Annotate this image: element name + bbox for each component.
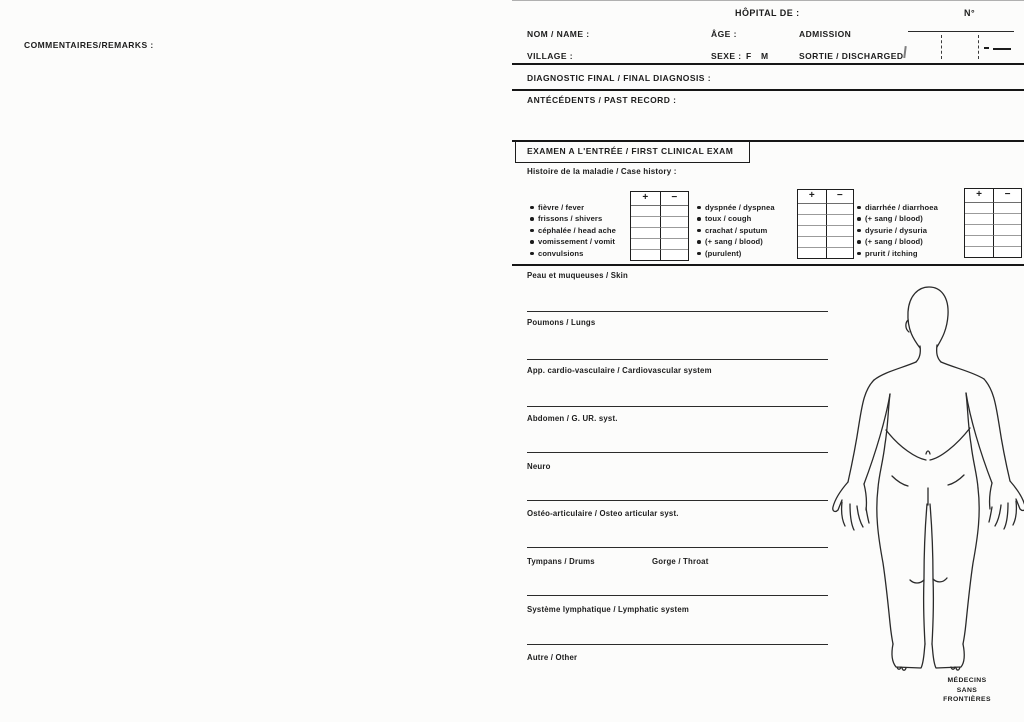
symptom-label: fièvre / fever <box>538 203 585 212</box>
symptom-item <box>857 213 938 224</box>
date-grid-left-tick <box>903 46 906 58</box>
checkbox-table-digestive <box>964 188 1022 258</box>
bullet-icon <box>530 252 534 256</box>
separator-line-4 <box>512 264 1024 266</box>
check-cell[interactable] <box>826 247 854 258</box>
symptom-group-digestive <box>857 202 938 259</box>
body-outline-figure <box>828 278 1024 682</box>
symptom-label: (+ sang / blood) <box>705 237 763 247</box>
check-cell[interactable] <box>660 216 689 227</box>
msf-logo-line3: FRONTIÈRES <box>943 696 991 703</box>
check-cell[interactable] <box>993 202 1021 213</box>
symptom-label: diarrhée / diarrhoea <box>865 203 938 212</box>
check-cell[interactable] <box>660 227 689 238</box>
section-neuro-label: Neuro <box>527 462 551 471</box>
separator-line-2 <box>512 89 1024 91</box>
section-drums-throat-rule <box>527 595 828 596</box>
msf-logo-line2: SANS <box>956 686 978 694</box>
date-grid-divider-1 <box>941 35 942 59</box>
age-label: ÂGE : <box>711 29 737 39</box>
check-cell[interactable] <box>965 246 993 257</box>
check-cell[interactable] <box>826 236 854 247</box>
symptom-item <box>697 213 775 224</box>
checkbox-table-respiratory <box>797 189 854 259</box>
bullet-icon <box>530 206 534 210</box>
section-abdomen-label: Abdomen / G. UR. syst. <box>527 414 618 423</box>
check-cell[interactable] <box>965 202 993 213</box>
sex-option-female[interactable]: F <box>746 51 752 61</box>
plus-header: + <box>808 190 815 201</box>
symptom-label: prurit / itching <box>865 248 918 258</box>
symptom-label: (purulent) <box>705 248 742 258</box>
admission-label: ADMISSION <box>799 29 852 39</box>
section-lungs-label: Poumons / Lungs <box>527 318 596 327</box>
check-cell[interactable] <box>798 225 826 236</box>
symptom-item <box>530 236 616 247</box>
date-dash-short <box>984 47 989 49</box>
case-history-label: Histoire de la maladie / Case history : <box>527 167 677 176</box>
bullet-icon <box>530 229 534 233</box>
check-cell[interactable] <box>660 238 689 249</box>
check-cell[interactable] <box>993 235 1021 246</box>
section-lymphatic-label: Système lymphatique / Lymphatic system <box>527 605 690 614</box>
check-cell[interactable] <box>631 216 660 227</box>
discharge-label: SORTIE / DISCHARGED <box>799 51 904 61</box>
symptom-label: vomissement / vomit <box>538 237 616 247</box>
symptom-label: céphalée / head ache <box>538 225 616 235</box>
symptom-item <box>697 248 775 259</box>
separator-line-1 <box>512 63 1024 65</box>
check-cell[interactable] <box>798 247 826 258</box>
date-dash-long <box>993 48 1011 50</box>
section-cardiovascular-label: App. cardio-vasculaire / Cardiovascular system <box>527 366 712 375</box>
symptom-item <box>697 225 775 236</box>
section-osteo-label: Ostéo-articulaire / Osteo articular syst. <box>527 509 679 518</box>
check-cell[interactable] <box>660 249 689 260</box>
symptom-label: toux / cough <box>705 214 752 224</box>
symptom-label: dyspnée / dyspnea <box>705 203 775 212</box>
sex-option-male[interactable]: M <box>761 51 769 61</box>
bullet-icon <box>857 229 861 233</box>
bullet-icon <box>697 240 701 244</box>
check-cell[interactable] <box>965 224 993 235</box>
check-cell[interactable] <box>965 235 993 246</box>
symptom-item <box>530 225 616 236</box>
check-cell[interactable] <box>826 203 854 214</box>
section-neuro-rule <box>527 500 828 501</box>
section-lungs-rule <box>527 359 828 360</box>
symptom-label: convulsions <box>538 248 584 258</box>
symptom-item <box>857 236 938 247</box>
check-cell[interactable] <box>660 205 689 216</box>
symptom-label: frissons / shivers <box>538 214 603 224</box>
exam-title: EXAMEN A L'ENTRÉE / FIRST CLINICAL EXAM <box>527 146 734 156</box>
check-cell[interactable] <box>993 224 1021 235</box>
check-cell[interactable] <box>798 236 826 247</box>
msf-logo-line1: MÉDECINS <box>947 677 987 684</box>
bullet-icon <box>857 252 861 256</box>
check-cell[interactable] <box>798 214 826 225</box>
bullet-icon <box>697 217 701 221</box>
bullet-icon <box>697 229 701 233</box>
symptom-label: dysurie / dysuria <box>865 225 928 235</box>
symptom-item <box>697 202 775 213</box>
check-cell[interactable] <box>993 246 1021 257</box>
symptom-label: crachat / sputum <box>705 225 768 235</box>
check-cell[interactable] <box>826 214 854 225</box>
final-diagnosis-label: DIAGNOSTIC FINAL / FINAL DIAGNOSIS : <box>527 73 712 83</box>
bullet-icon <box>697 206 701 210</box>
bullet-icon <box>857 240 861 244</box>
number-label: N° <box>964 8 975 18</box>
check-cell[interactable] <box>631 238 660 249</box>
section-skin-label: Peau et muqueuses / Skin <box>527 271 628 280</box>
comments-remarks-label: COMMENTAIRES/REMARKS : <box>24 40 154 50</box>
page-top-edge <box>512 0 1024 1</box>
check-cell[interactable] <box>798 203 826 214</box>
section-drums-label: Tympans / Drums <box>527 557 595 566</box>
symptom-item <box>697 236 775 247</box>
symptom-item <box>530 213 616 224</box>
name-label: NOM / NAME : <box>527 29 590 39</box>
check-cell[interactable] <box>631 227 660 238</box>
section-throat-label: Gorge / Throat <box>652 557 709 566</box>
bullet-icon <box>857 217 861 221</box>
hospital-label: HÔPITAL DE : <box>735 8 800 18</box>
check-cell[interactable] <box>965 213 993 224</box>
body-outline-svg <box>828 278 1024 682</box>
minus-header: − <box>660 192 689 205</box>
date-entry-grid[interactable] <box>908 31 1014 62</box>
past-record-label: ANTÉCÉDENTS / PAST RECORD : <box>527 95 677 105</box>
symptom-group-respiratory <box>697 202 775 259</box>
check-cell[interactable] <box>631 249 660 260</box>
checkbox-table-general <box>630 191 689 261</box>
village-label: VILLAGE : <box>527 51 574 61</box>
section-other-label: Autre / Other <box>527 653 578 662</box>
plus-header: + <box>976 189 982 200</box>
check-cell[interactable] <box>631 205 660 216</box>
symptom-item <box>530 248 616 259</box>
symptom-label: (+ sang / blood) <box>865 237 923 247</box>
symptom-item <box>857 202 938 213</box>
check-cell[interactable] <box>826 225 854 236</box>
symptom-item <box>530 202 616 213</box>
section-skin-rule <box>527 311 828 312</box>
bullet-icon <box>857 206 861 210</box>
section-abdomen-rule <box>527 452 828 453</box>
section-osteo-rule <box>527 547 828 548</box>
date-grid-divider-2 <box>978 35 979 59</box>
plus-header: + <box>642 192 649 203</box>
bullet-icon <box>530 217 534 221</box>
symptom-group-general <box>530 202 616 259</box>
exam-title-box <box>515 141 750 163</box>
section-cardiovascular-rule <box>527 406 828 407</box>
symptom-label: (+ sang / blood) <box>865 214 923 224</box>
symptom-item <box>857 225 938 236</box>
bullet-icon <box>530 240 534 244</box>
minus-header: − <box>993 189 1021 202</box>
symptom-item <box>857 248 938 259</box>
sex-label: SEXE : <box>711 51 742 61</box>
section-lymphatic-rule <box>527 644 828 645</box>
bullet-icon <box>697 252 701 256</box>
check-cell[interactable] <box>993 213 1021 224</box>
minus-header: − <box>826 190 854 203</box>
msf-logo <box>936 676 998 705</box>
